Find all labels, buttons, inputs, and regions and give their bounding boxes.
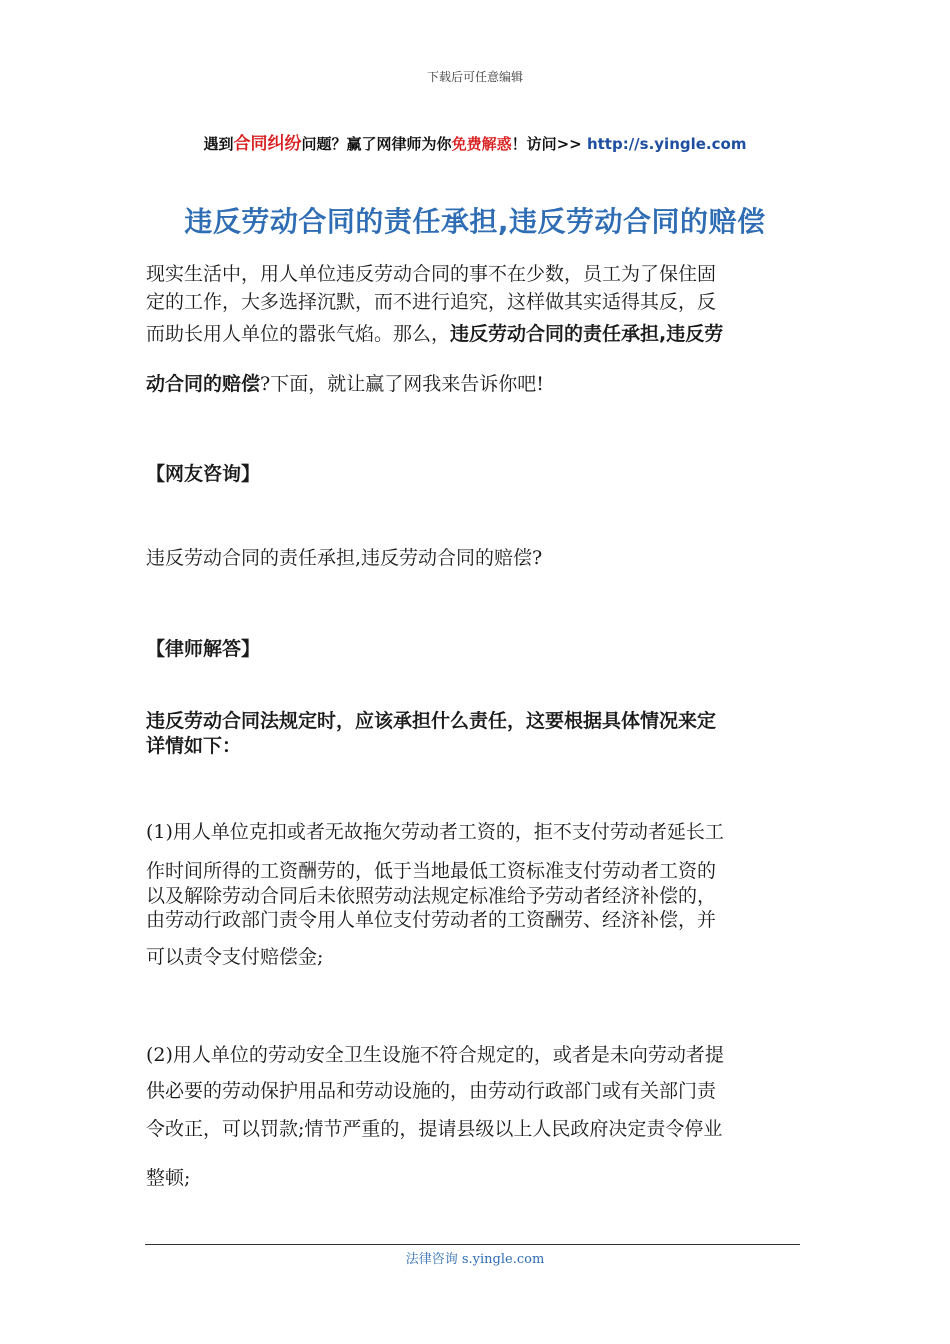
intro-line-4 [146, 368, 806, 401]
consult-text: 违反劳动合同的责任承担,违反劳动合同的赔偿? [146, 547, 543, 569]
answer-heading: 【律师解答】 [146, 638, 261, 660]
item2-line-2: 供必要的劳动保护用品和劳动设施的，由劳动行政部门或有关部门责 [146, 1080, 717, 1102]
item1-line-5: 可以责令支付赔偿金; [146, 946, 324, 968]
intro-line-4-bold: 动合同的赔偿 [146, 373, 261, 395]
item1-line-1: (1)用人单位克扣或者无故拖欠劳动者工资的，拒不支付劳动者延长工 [146, 821, 724, 843]
item1-line-4: 由劳动行政部门责令用人单位支付劳动者的工资酬劳、经济补偿，并 [146, 909, 717, 931]
footer-divider [145, 1244, 800, 1245]
item2-line-1: (2)用人单位的劳动安全卫生设施不符合规定的，或者是未向劳动者提 [146, 1044, 724, 1066]
intro-line-4-plain: ?下面，就让赢了网我来告诉你吧! [260, 373, 544, 395]
page-header-note: 下载后可任意编辑 [426, 70, 523, 84]
answer-lead-line-1: 违反劳动合同法规定时，应该承担什么责任，这要根据具体情况来定 [146, 710, 717, 732]
intro-line-2: 定的工作，大多选择沉默，而不进行追究，这样做其实适得其反，反 [146, 291, 717, 313]
ad-highlight-free: 免费解惑 [451, 135, 512, 153]
document-title: 违反劳动合同的责任承担,违反劳动合同的赔偿 [184, 205, 766, 238]
ad-text-1: 遇到 [203, 135, 234, 153]
consult-heading: 【网友咨询】 [146, 463, 261, 485]
ad-text-3: ！访问>> [511, 135, 587, 153]
ad-highlight-contract-dispute: 合同纠纷 [233, 134, 302, 154]
intro-line-1: 现实生活中，用人单位违反劳动合同的事不在少数，员工为了保住固 [146, 263, 717, 285]
item2-line-3: 令改正，可以罚款;情节严重的，提请县级以上人民政府决定责令停业 [146, 1118, 723, 1140]
intro-line-3 [146, 318, 806, 351]
footer-note: 法律咨询 s.yingle.com [405, 1252, 545, 1267]
ad-link[interactable]: http://s.yingle.com [586, 135, 747, 153]
intro-line-3-plain: 而助长用人单位的嚣张气焰。那么， [146, 323, 451, 345]
ad-text-2: 问题？赢了网律师为你 [301, 135, 452, 153]
item1-line-3: 以及解除劳动合同后未依照劳动法规定标准给予劳动者经济补偿的， [146, 885, 717, 907]
answer-lead-line-2: 详情如下： [146, 735, 242, 757]
intro-line-3-bold: 违反劳动合同的责任承担,违反劳 [450, 323, 724, 345]
ad-banner [0, 129, 950, 154]
item2-line-4: 整顿; [146, 1167, 191, 1189]
item1-line-2: 作时间所得的工资酬劳的，低于当地最低工资标准支付劳动者工资的 [146, 860, 717, 882]
